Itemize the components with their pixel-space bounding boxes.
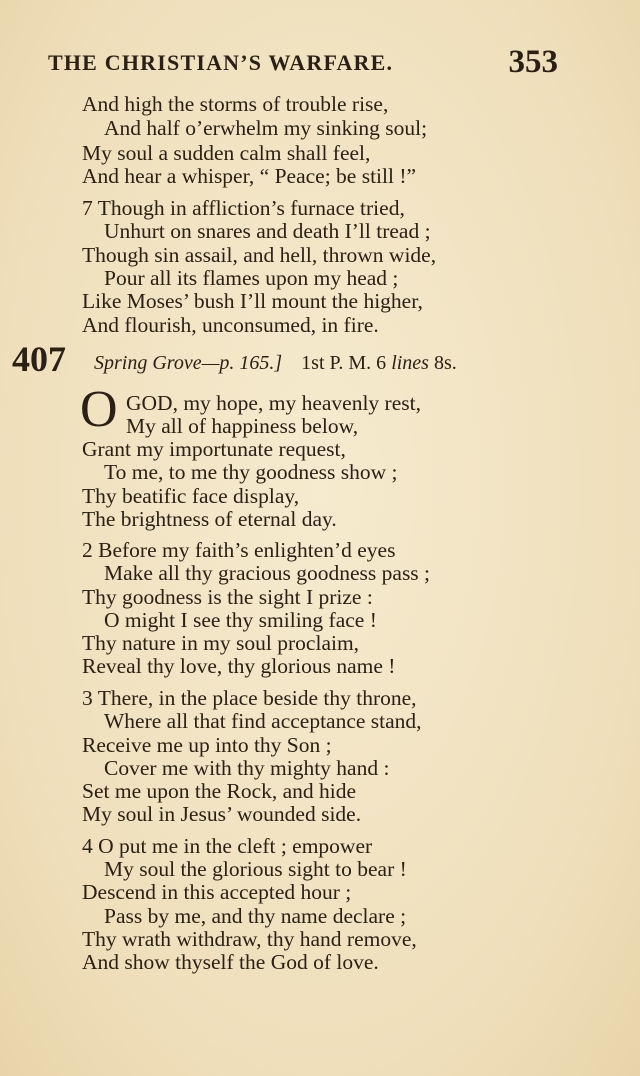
verse-line: Reveal thy love, thy glorious name ! xyxy=(82,654,396,678)
tune-reference xyxy=(94,352,457,375)
meter-prefix: 1st P. M. 6 xyxy=(301,352,387,374)
verse-line: Cover me with thy mighty hand : xyxy=(104,756,390,780)
verse-line: And show thyself the God of love. xyxy=(82,950,379,974)
page-number: 353 xyxy=(508,44,558,80)
verse-line: Though sin assail, and hell, thrown wide, xyxy=(82,243,437,267)
running-title: THE CHRISTIAN’S WARFARE. xyxy=(48,50,394,75)
meter-italic: lines xyxy=(391,352,429,374)
page-header xyxy=(48,44,558,84)
verse-line: Descend in this accepted hour ; xyxy=(82,880,352,904)
drop-cap: O xyxy=(80,381,118,438)
verse-line: Make all thy gracious goodness pass ; xyxy=(104,561,431,585)
meter xyxy=(301,352,457,374)
verse-line: 4 O put me in the cleft ; empower xyxy=(82,834,373,858)
verse-line: GOD, my hope, my heavenly rest, xyxy=(126,391,421,415)
verse-line: Where all that find acceptance stand, xyxy=(104,709,422,733)
verse-line: Thy beatific face display, xyxy=(82,484,300,508)
verse-line: O might I see thy smiling face ! xyxy=(104,608,377,632)
verse-line: To me, to me thy goodness show ; xyxy=(104,460,398,484)
verse-line: And flourish, unconsumed, in fire. xyxy=(82,313,379,337)
tune-name: Spring Grove—p. 165.] xyxy=(94,352,283,374)
verse-line: Set me upon the Rock, and hide xyxy=(82,779,357,803)
verse-line: Pour all its flames upon my head ; xyxy=(104,266,399,290)
verse-line: 3 There, in the place beside thy throne, xyxy=(82,686,417,710)
verse-line: 7 Though in affliction’s furnace tried, xyxy=(82,196,405,220)
verse-line: The brightness of eternal day. xyxy=(82,507,337,531)
hymn-number: 407 xyxy=(12,339,66,379)
verse-line: My all of happiness below, xyxy=(126,414,359,438)
verse-line: My soul the glorious sight to bear ! xyxy=(104,857,407,881)
verse-line: Thy nature in my soul proclaim, xyxy=(82,631,360,655)
verse-line: Thy goodness is the sight I prize : xyxy=(82,585,373,609)
meter-suffix: 8s. xyxy=(433,352,457,374)
verse-line: Like Moses’ bush I’ll mount the higher, xyxy=(82,289,423,313)
verse-line: Thy wrath withdraw, thy hand remove, xyxy=(82,927,417,951)
verse-line: Unhurt on snares and death I’ll tread ; xyxy=(104,219,431,243)
verse-line: My soul a sudden calm shall feel, xyxy=(82,141,371,165)
verse-line: Pass by me, and thy name declare ; xyxy=(104,904,407,928)
verse-line: And half o’erwhelm my sinking soul; xyxy=(104,116,428,140)
verse-line: 2 Before my faith’s enlighten’d eyes xyxy=(82,538,396,562)
verse-line: Receive me up into thy Son ; xyxy=(82,733,332,757)
verse-line: And hear a whisper, “ Peace; be still !” xyxy=(82,164,417,188)
verse-line: And high the storms of trouble rise, xyxy=(82,92,389,116)
verse-line: My soul in Jesus’ wounded side. xyxy=(82,802,362,826)
verse-line: Grant my importunate request, xyxy=(82,437,346,461)
